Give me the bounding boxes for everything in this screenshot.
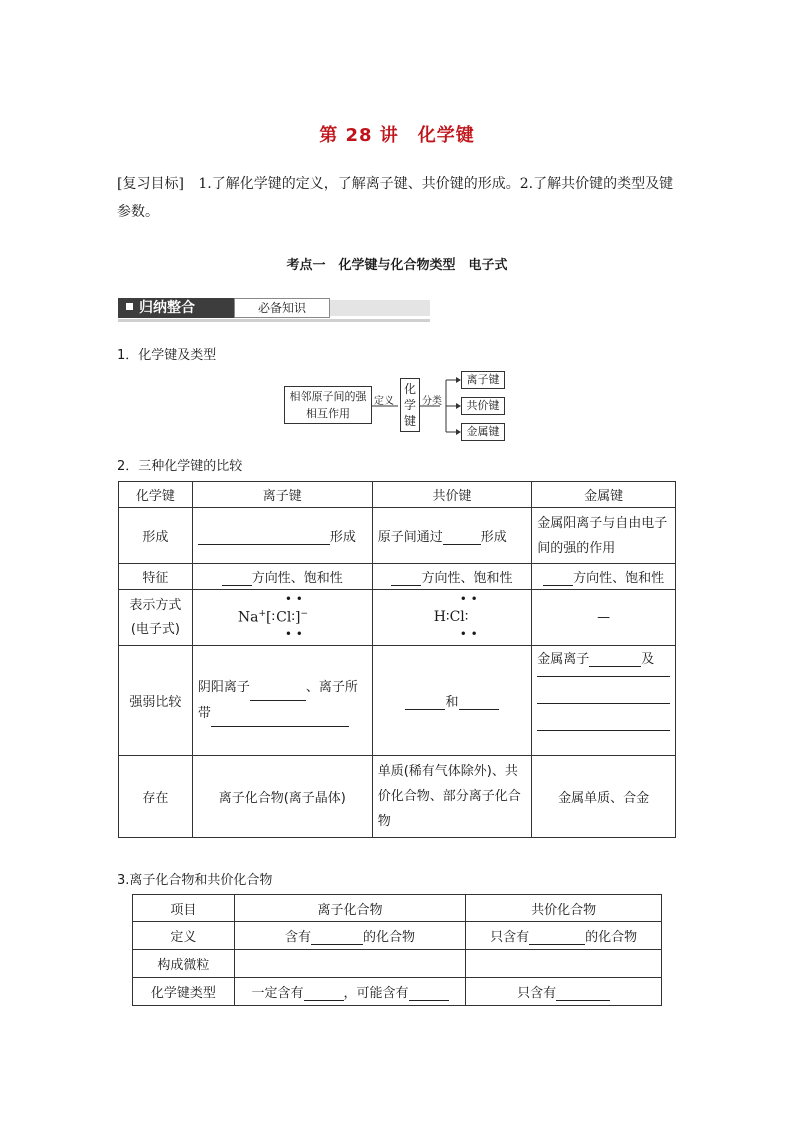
table-row <box>133 978 662 1006</box>
cell-metal-strength: 金属离子 及 <box>532 646 676 756</box>
goals-text: 1.了解化学键的定义，了解离子键、共价键的形成。2.了解共价键的类型及键参数。 <box>117 176 674 220</box>
cell-ionic-exist: 离子化合物(离子晶体) <box>192 756 372 838</box>
blank-field <box>409 986 449 1001</box>
heading-bond-types: 1．化学键及类型 <box>117 348 217 363</box>
banner-underline <box>118 319 430 322</box>
blank-line <box>537 677 670 704</box>
table-row <box>133 950 662 978</box>
blank-field <box>405 695 445 710</box>
cell-metal-form: 金属阳离子与自由电子间的强的作用 <box>532 508 676 564</box>
blank-field <box>589 652 641 667</box>
header-cell: 金属键 <box>532 482 676 508</box>
header-cell: 共价化合物 <box>466 895 662 922</box>
table-row <box>119 482 676 508</box>
row-label: 特征 <box>119 564 193 590</box>
heading-comparison: 2．三种化学键的比较 <box>117 459 243 474</box>
cell-cov-exist: 单质(稀有气体除外)、共价化合物、部分离子化合物 <box>372 756 532 838</box>
blank-field <box>543 571 573 586</box>
cell-ionic-particle <box>234 950 466 978</box>
row-label: 构成微粒 <box>133 950 235 978</box>
page-title: 第 28 讲 化学键 <box>319 125 475 146</box>
cell-ionic-strength: 阴阳离子 、离子所 带 <box>192 646 372 756</box>
table-row <box>119 508 676 564</box>
cell-cov-def: 只含有 的化合物 <box>466 922 662 950</box>
compound-comparison-table <box>132 894 662 1006</box>
banner-light: 必备知识 <box>234 298 330 318</box>
header-cell: 化学键 <box>119 482 193 508</box>
header-cell: 离子键 <box>192 482 372 508</box>
blank-field <box>311 930 363 945</box>
classify-label: 分类 <box>422 396 442 407</box>
table-row <box>119 756 676 838</box>
row-label: 存在 <box>119 756 193 838</box>
define-label: 定义 <box>374 396 394 407</box>
hcl-formula: H∶Cl∶ <box>433 608 469 625</box>
blank-field <box>391 571 421 586</box>
table-row <box>119 590 676 646</box>
section-banner <box>118 298 430 322</box>
heading-compounds: 3.离子化合物和共价化合物 <box>117 873 273 888</box>
square-icon <box>126 303 133 310</box>
cell-cov-feature: 方向性、饱和性 <box>372 564 532 590</box>
blank-field <box>198 530 330 545</box>
blank-field <box>556 986 610 1001</box>
row-label: 强弱比较 <box>119 646 193 756</box>
cell-metal-notation: — <box>532 590 676 646</box>
blank-field <box>459 695 499 710</box>
header-cell: 共价键 <box>372 482 532 508</box>
table-row <box>119 646 676 756</box>
type-covalent: 共价键 <box>461 397 505 415</box>
row-label: 形成 <box>119 508 193 564</box>
cell-cov-particle <box>466 950 662 978</box>
bond-comparison-table <box>118 481 676 838</box>
center-box: 化学键 <box>400 378 420 432</box>
cell-cov-notation <box>372 590 532 646</box>
table-row <box>133 922 662 950</box>
banner-fill <box>330 300 430 316</box>
table-row <box>133 895 662 922</box>
blank-field <box>222 571 252 586</box>
cell-ionic-notation <box>192 590 372 646</box>
blank-field <box>443 530 481 545</box>
electron-dots-bottom: • • <box>284 626 303 641</box>
cell-ionic-def: 含有 的化合物 <box>234 922 466 950</box>
row-label: 化学键类型 <box>133 978 235 1006</box>
goals-label: [复习目标] <box>117 176 184 192</box>
cell-metal-feature: 方向性、饱和性 <box>532 564 676 590</box>
review-goals <box>117 170 687 226</box>
electron-dots-top: • • <box>459 591 478 606</box>
blank-field <box>304 986 344 1001</box>
header-cell: 离子化合物 <box>234 895 466 922</box>
cell-cov-strength: 和 <box>372 646 532 756</box>
cell-ionic-feature: 方向性、饱和性 <box>192 564 372 590</box>
electron-dots-top: • • <box>284 591 303 606</box>
header-cell: 项目 <box>133 895 235 922</box>
cell-cov-bondtype: 只含有 <box>466 978 662 1006</box>
blank-line <box>537 704 670 731</box>
table-row <box>119 564 676 590</box>
blank-field <box>211 712 349 727</box>
blank-line <box>537 667 670 677</box>
type-ionic: 离子键 <box>461 371 505 389</box>
type-metallic: 金属键 <box>461 423 505 441</box>
section-title: 考点一 化学键与化合物类型 电子式 <box>286 258 508 273</box>
cell-metal-exist: 金属单质、合金 <box>532 756 676 838</box>
cell-ionic-form: 形成 <box>192 508 372 564</box>
banner-dark: 归纳整合 <box>118 298 234 318</box>
electron-dots-bottom: • • <box>459 626 478 641</box>
cell-cov-form: 原子间通过 形成 <box>372 508 532 564</box>
cell-ionic-bondtype: 一定含有 ，可能含有 <box>234 978 466 1006</box>
source-box: 相邻原子间的强相互作用 <box>284 386 372 424</box>
row-label: 表示方式 (电子式) <box>119 590 193 646</box>
row-label: 定义 <box>133 922 235 950</box>
blank-field <box>250 686 306 701</box>
na-symbol: Na+[∶Cl∶]− <box>237 608 308 626</box>
bond-type-diagram <box>284 366 514 446</box>
blank-field <box>529 930 585 945</box>
